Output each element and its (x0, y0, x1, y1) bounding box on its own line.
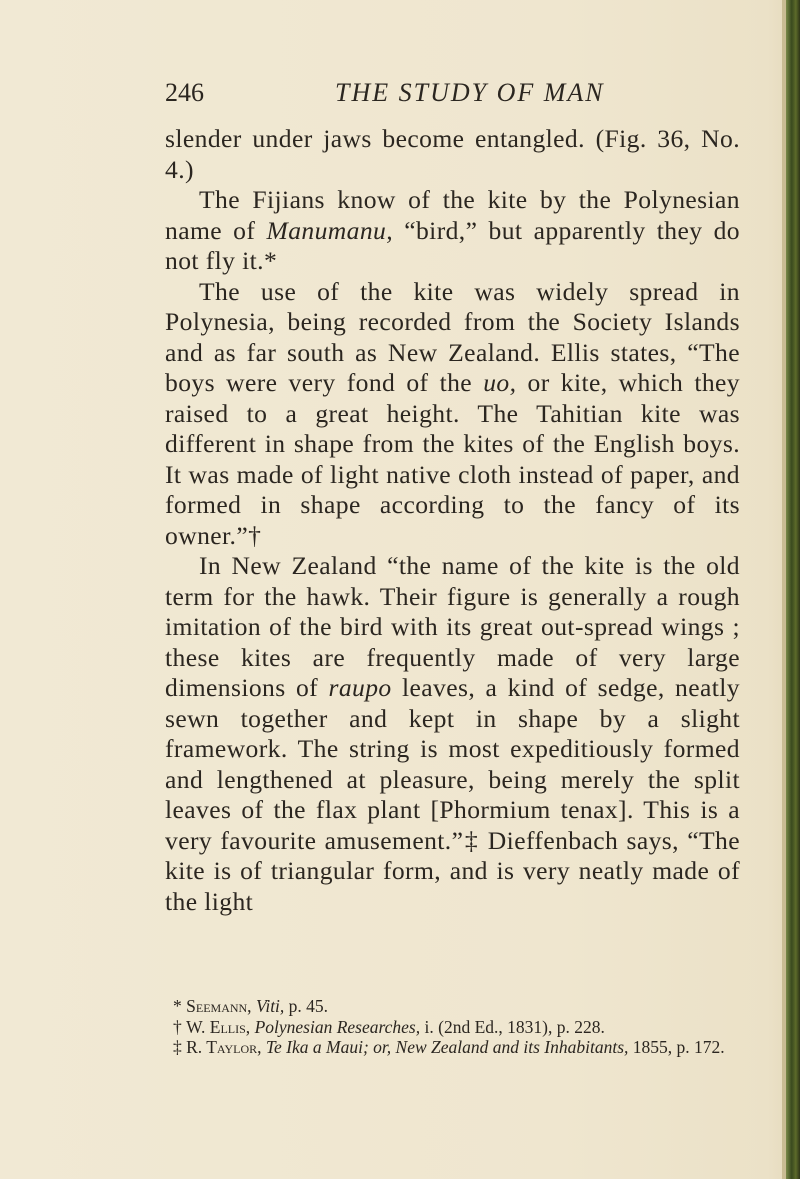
footnote-2 (165, 1017, 740, 1038)
paragraph-3 (165, 277, 740, 552)
paragraph-2 (165, 185, 740, 277)
body-text (165, 124, 740, 917)
paragraph-2-italic: Manumanu, (266, 215, 394, 245)
paragraph-4 (165, 551, 740, 917)
footnote-2-mark: † (173, 1016, 182, 1037)
paragraph-4-italic: raupo (328, 673, 392, 702)
footnote-1-mark: * (173, 996, 182, 1016)
book-cover-edge (786, 0, 800, 1179)
footnote-2-author: W. Ellis, (186, 1016, 251, 1037)
paragraph-3-italic: uo, (483, 368, 517, 397)
footnote-1-rest: p. 45. (284, 996, 329, 1016)
paragraph-4-post: leaves, a kind of sedge, neatly sewn together and kept in shape by a slight framework. The string is most expeditiously formed and lengthened at pleasure, being merely the split leaves of the flax plant [Phormium tenax]. This is a very favourite amusement.”‡ Dieffenbach says, “The kite is of triangular form, and is very neatly made of the light (165, 673, 740, 916)
paragraph-2-pre: The Fijians know of the kite by the Polynesian name of (165, 185, 740, 245)
paragraph-2-post: “bird,” but apparently they do not fly it.* (165, 215, 740, 275)
paragraph-1-text: slender under jaws become entangled. (Fig. 36, No. 4.) (165, 124, 740, 184)
footnote-2-rest: i. (2nd Ed., 1831), p. 228. (420, 1016, 605, 1037)
running-title: THE STUDY OF MAN (335, 78, 605, 107)
footnote-1 (165, 996, 740, 1017)
paragraph-1 (165, 124, 740, 185)
footnote-3-rest: 1855, p. 172. (628, 1037, 725, 1057)
paragraph-4-pre: In New Zealand “the name of the kite is the old term for the hawk. Their figure is generally a rough imitation of the bird with its great out-spread wings ; these kites are frequently made of very large dimensions of (165, 551, 740, 702)
footnote-3-author: R. Taylor, (186, 1037, 262, 1057)
page-number: 246 (165, 78, 204, 107)
footnote-3-mark: ‡ (173, 1037, 182, 1057)
footnote-2-title: Polynesian Researches, (254, 1016, 421, 1037)
paragraph-3-pre: The use of the kite was widely spread in Polynesia, being recorded from the Society Islands and as far south as New Zealand. Ellis states, “The boys were very fond of the (165, 276, 740, 397)
footnote-1-author: Seemann, (186, 996, 252, 1016)
footnote-3-title: Te Ika a Maui; or, New Zealand and its Inhabitants, (265, 1037, 629, 1057)
footnote-1-title: Viti, (255, 996, 285, 1016)
page-header (165, 78, 725, 114)
footnote-3 (165, 1037, 740, 1058)
paragraph-3-post: or kite, which they raised to a great height. The Tahitian kite was different in shape from the kites of the English boys. It was made of light native cloth instead of paper, and formed in shape according to the fancy of its owner.”† (165, 368, 740, 550)
footnotes (165, 996, 740, 1058)
